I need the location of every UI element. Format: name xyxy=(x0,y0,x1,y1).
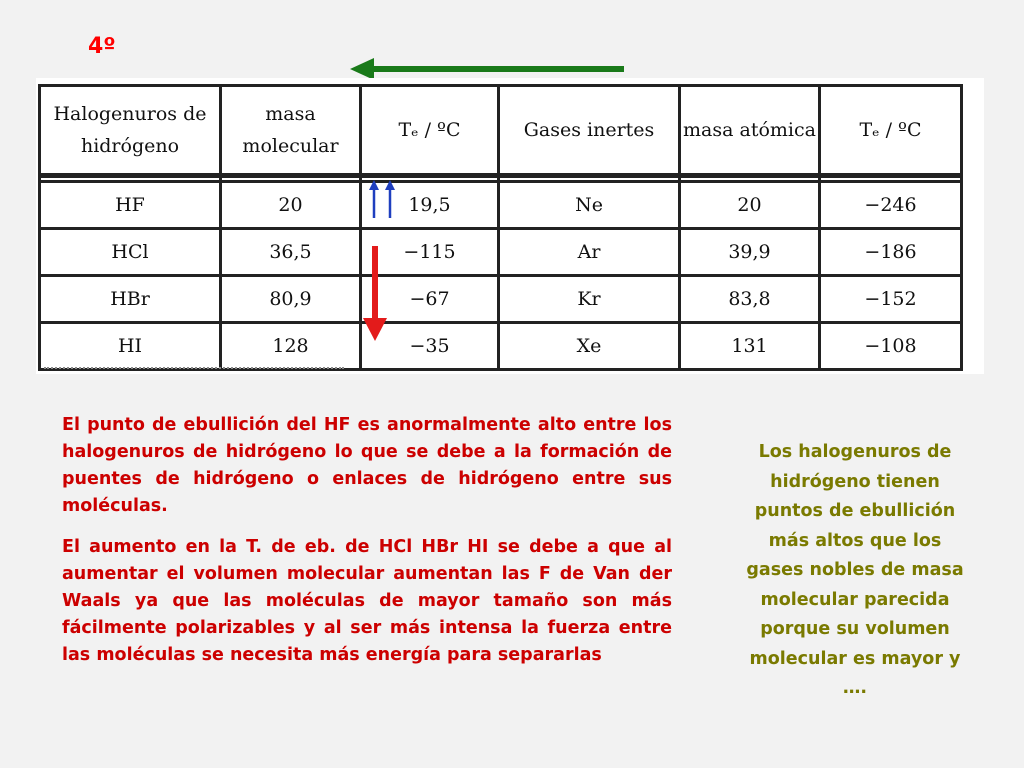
cell: −108 xyxy=(820,323,962,370)
cell: −115 xyxy=(361,229,499,276)
cell: 39,9 xyxy=(680,229,820,276)
header-atomic-mass: masa atómica xyxy=(680,86,820,176)
cell: Ne xyxy=(499,182,680,229)
cell: HCl xyxy=(40,229,221,276)
cell: 20 xyxy=(680,182,820,229)
cell: −186 xyxy=(820,229,962,276)
boiling-point-table xyxy=(38,84,963,371)
cell: HI xyxy=(40,323,221,370)
table-row xyxy=(40,323,962,370)
header-boiling-temp-gases: Tₑ / ºC xyxy=(820,86,962,176)
down-arrow-icon xyxy=(362,246,388,342)
slide-number: 4º xyxy=(88,34,116,59)
cell: Ar xyxy=(499,229,680,276)
up-arrows-icon xyxy=(366,180,400,220)
header-boiling-temp: Tₑ / ºC xyxy=(361,86,499,176)
header-molecular-mass: masa molecular xyxy=(221,86,361,176)
cell: HBr xyxy=(40,276,221,323)
table-row xyxy=(40,182,962,229)
boiling-point-table-image xyxy=(36,78,984,374)
table-footnote-smudge xyxy=(44,367,344,372)
cell: −35 xyxy=(361,323,499,370)
cell: −152 xyxy=(820,276,962,323)
hf-explanation-paragraph: El punto de ebullición del HF es anormalmente alto entre los halogenuros de hidrógeno lo que se debe a la formación de puentes de hidrógeno o enlaces de hidrógeno entre sus moléculas. xyxy=(62,415,672,516)
cell: Kr xyxy=(499,276,680,323)
van-der-waals-paragraph: El aumento en la T. de eb. de HCl HBr HI se debe a que al aumentar el volumen molecular aumentan las F de Van der Waals ya que las moléculas de mayor tamaño son más fácilmente polarizables y al ser más intensa la fuerza entre las moléculas se necesita más energía para separarlas xyxy=(62,537,672,665)
cell: 131 xyxy=(680,323,820,370)
cell: 36,5 xyxy=(221,229,361,276)
table-row xyxy=(40,229,962,276)
cell: 128 xyxy=(221,323,361,370)
cell: 80,9 xyxy=(221,276,361,323)
cell: 83,8 xyxy=(680,276,820,323)
header-hydrogen-halides: Halogenuros de hidrógeno xyxy=(40,86,221,176)
table-header-row xyxy=(40,86,962,176)
cell: 20 xyxy=(221,182,361,229)
cell: Xe xyxy=(499,323,680,370)
cell: −246 xyxy=(820,182,962,229)
comparison-note: Los halogenuros de hidrógeno tienen puntos de ebullición más altos que los gases nobles de masa molecular parecida porque su volumen molecular es mayor y …. xyxy=(746,442,964,698)
explanation-text xyxy=(62,412,672,683)
table-row xyxy=(40,276,962,323)
cell: 19,5 xyxy=(361,182,499,229)
cell: −67 xyxy=(361,276,499,323)
cell: HF xyxy=(40,182,221,229)
header-inert-gases: Gases inertes xyxy=(499,86,680,176)
